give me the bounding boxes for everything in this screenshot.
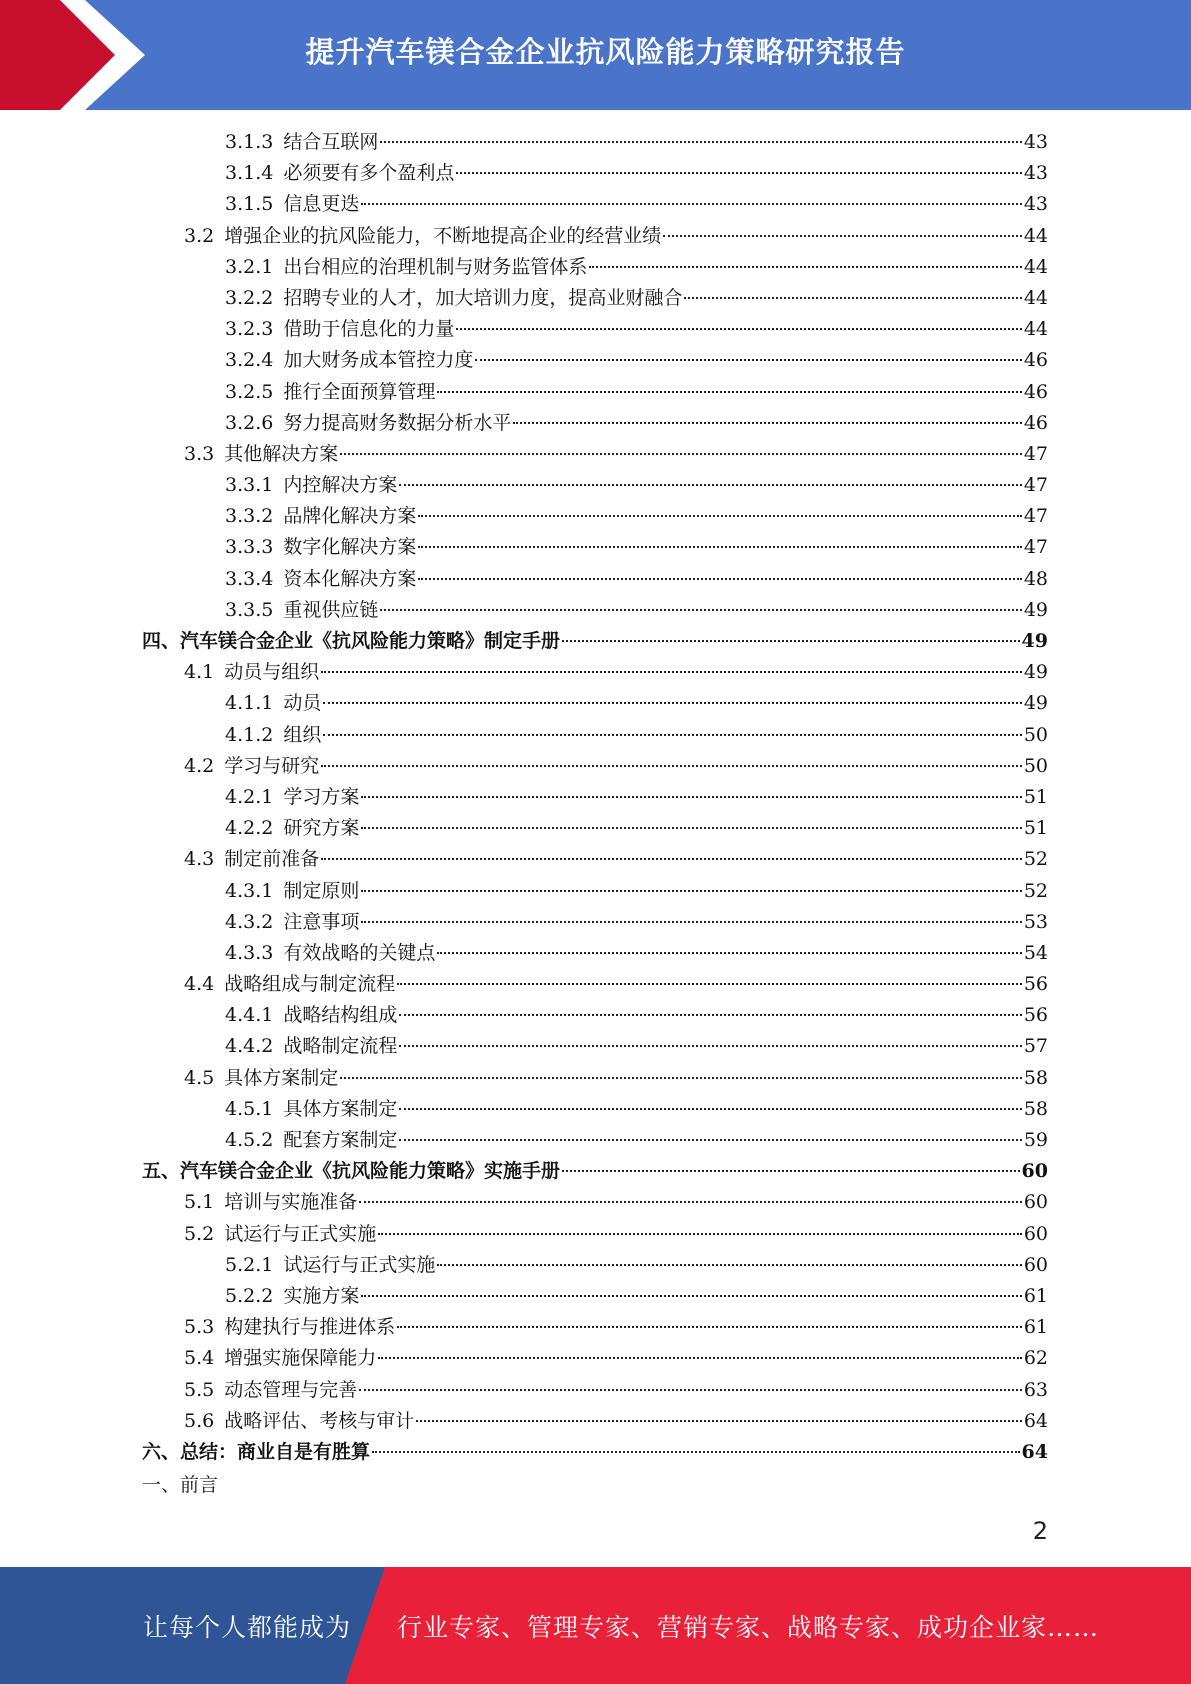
toc-entry-number: 3.3.4 (225, 567, 274, 590)
toc-entry-label: 增强企业的抗风险能力，不断地提高企业的经营业绩 (224, 224, 662, 247)
toc-dot-leader (399, 1107, 1021, 1110)
toc-entry-label: 品牌化解决方案 (283, 505, 417, 528)
toc-entry[interactable] (142, 1219, 1048, 1250)
toc-dot-leader (416, 1419, 1022, 1422)
toc-entry-page: 46 (1023, 349, 1048, 372)
toc-dot-leader (378, 1232, 1022, 1235)
toc-entry-label: 组织 (283, 723, 322, 746)
toc-entry[interactable] (142, 657, 1048, 688)
toc-entry-label: 招聘专业的人才，加大培训力度，提高业财融合 (283, 286, 683, 309)
toc-entry-number: 3.3 (184, 442, 215, 465)
toc-entry-number: 3.2.6 (225, 411, 274, 434)
toc-entry-number: 4.4.2 (225, 1035, 274, 1058)
toc-entry-label: 制定原则 (283, 879, 360, 902)
toc-entry-number: 3.1.3 (225, 131, 274, 153)
toc-entry[interactable] (142, 969, 1048, 1000)
toc-entry-page: 43 (1023, 131, 1048, 153)
toc-entry-number: 3.1.4 (225, 162, 274, 185)
toc-dot-leader (323, 701, 1021, 704)
page-number: 2 (1032, 1517, 1048, 1545)
toc-entry-number: 4.2 (184, 754, 215, 777)
toc-entry[interactable] (142, 377, 1048, 408)
toc-entry-number: 4.3.2 (225, 910, 274, 933)
toc-entry-label: 动员 (283, 692, 322, 715)
toc-entry[interactable] (142, 1156, 1048, 1187)
toc-entry[interactable] (142, 1063, 1048, 1094)
toc-dot-leader (380, 140, 1021, 143)
toc-dot-leader (399, 1044, 1021, 1047)
toc-entry-page: 44 (1023, 286, 1048, 309)
toc-entry[interactable] (142, 844, 1048, 875)
toc-dot-leader (359, 1388, 1022, 1391)
toc-entry-page: 49 (1023, 598, 1048, 621)
toc-entry[interactable] (142, 720, 1048, 751)
toc-entry-number: 5.1 (184, 1191, 215, 1214)
toc-entry[interactable] (142, 1187, 1048, 1218)
toc-entry-label: 战略评估、考核与审计 (224, 1409, 415, 1432)
toc-entry-page: 49 (1023, 692, 1048, 715)
toc-entry-label: 数字化解决方案 (283, 536, 417, 559)
toc-entry-page: 50 (1023, 754, 1048, 777)
toc-entry-label: 加大财务成本管控力度 (283, 349, 474, 372)
toc-entry[interactable] (142, 189, 1048, 220)
toc-entry-number: 3.2 (184, 224, 215, 247)
toc-entry-label: 重视供应链 (283, 598, 379, 621)
toc-entry-page: 52 (1023, 848, 1048, 871)
toc-entry-number: 4.5.2 (225, 1129, 274, 1151)
toc-entry-page: 46 (1023, 411, 1048, 434)
toc-entry-label: 试运行与正式实施 (224, 1222, 377, 1245)
toc-dot-leader (361, 826, 1021, 829)
footer-slogan-right: 行业专家、管理专家、营销专家、战略专家、成功企业家…… (397, 1612, 1100, 1642)
toc-entry-number: 4.1.1 (225, 692, 274, 715)
toc-entry-label: 必须要有多个盈利点 (283, 162, 455, 185)
document-title: 提升汽车镁合金企业抗风险能力策略研究报告 (305, 34, 906, 69)
toc-entry-label: 资本化解决方案 (283, 567, 417, 590)
toc-entry-label: 配套方案制定 (283, 1129, 398, 1151)
toc-entry[interactable] (142, 876, 1048, 907)
toc-entry-label: 战略制定流程 (283, 1035, 398, 1058)
toc-entry[interactable] (142, 1343, 1048, 1374)
toc-entry[interactable] (142, 158, 1048, 189)
toc-entry[interactable] (142, 907, 1048, 938)
toc-dot-leader (361, 795, 1021, 798)
toc-dot-leader (684, 296, 1021, 299)
toc-entry-page: 43 (1023, 162, 1048, 185)
toc-entry-label: 注意事项 (283, 910, 360, 933)
toc-entry-label: 内控解决方案 (283, 474, 398, 497)
toc-entry[interactable] (142, 1281, 1048, 1312)
toc-entry[interactable] (142, 1125, 1048, 1156)
toc-entry-page: 48 (1023, 567, 1048, 590)
toc-entry-page: 47 (1023, 442, 1048, 465)
toc-dot-leader (321, 857, 1022, 860)
toc-entry-number: 3.2.5 (225, 380, 274, 403)
toc-entry-label: 五、汽车镁合金企业《抗风险能力策略》实施手册 (142, 1160, 561, 1183)
toc-entry-number: 3.3.2 (225, 505, 274, 528)
toc-entry-number: 3.3.5 (225, 598, 274, 621)
toc-entry-number: 3.2.1 (225, 255, 274, 278)
toc-entry-number: 5.5 (184, 1378, 215, 1401)
toc-entry-page: 59 (1023, 1129, 1048, 1151)
toc-entry-page: 64 (1023, 1409, 1048, 1432)
toc-entry-number: 5.4 (184, 1347, 215, 1370)
toc-entry[interactable] (142, 408, 1048, 439)
toc-dot-leader (399, 1013, 1021, 1016)
toc-entry-number: 5.3 (184, 1316, 215, 1339)
toc-entry-number: 4.3.3 (225, 941, 274, 964)
header-chevron-decoration (0, 0, 150, 110)
toc-entry[interactable] (142, 1312, 1048, 1343)
toc-dot-leader (359, 1200, 1022, 1203)
toc-dot-leader (418, 577, 1021, 580)
toc-dot-leader (589, 265, 1021, 268)
toc-entry[interactable] (142, 1031, 1048, 1062)
toc-entry[interactable] (142, 1000, 1048, 1031)
toc-entry[interactable] (142, 1437, 1048, 1468)
toc-entry-label: 努力提高财务数据分析水平 (283, 411, 512, 434)
toc-entry-label: 结合互联网 (283, 131, 379, 153)
toc-entry[interactable] (142, 221, 1048, 252)
toc-entry[interactable] (142, 252, 1048, 283)
toc-entry[interactable] (142, 501, 1048, 532)
toc-entry-label: 推行全面预算管理 (283, 380, 436, 403)
toc-entry-page: 56 (1023, 1004, 1048, 1027)
toc-dot-leader (399, 1138, 1021, 1141)
toc-entry-number: 3.3.3 (225, 536, 274, 559)
toc-dot-leader (663, 234, 1022, 237)
toc-dot-leader (437, 390, 1021, 393)
toc-entry-label: 学习方案 (283, 785, 360, 808)
toc-entry-label: 实施方案 (283, 1284, 360, 1307)
section-heading-preface: 一、前言 (142, 1474, 219, 1496)
toc-dot-leader (456, 171, 1021, 174)
toc-entry-label: 构建执行与推进体系 (224, 1316, 396, 1339)
toc-dot-leader (361, 920, 1021, 923)
toc-dot-leader (399, 483, 1021, 486)
toc-entry[interactable] (142, 345, 1048, 376)
page-header (0, 0, 1191, 110)
toc-dot-leader (380, 608, 1021, 611)
toc-entry-label: 其他解决方案 (224, 442, 339, 465)
toc-entry-page: 61 (1023, 1316, 1048, 1339)
toc-entry-number: 4.5.1 (225, 1097, 274, 1120)
toc-entry[interactable] (142, 1406, 1048, 1437)
toc-entry-label: 培训与实施准备 (224, 1191, 358, 1214)
toc-entry-label: 动态管理与完善 (224, 1378, 358, 1401)
toc-entry[interactable] (142, 439, 1048, 470)
toc-entry-page: 47 (1023, 474, 1048, 497)
toc-entry[interactable] (142, 1375, 1048, 1406)
toc-entry-number: 4.4.1 (225, 1004, 274, 1027)
toc-entry-label: 有效战略的关键点 (283, 941, 436, 964)
toc-entry-label: 研究方案 (283, 817, 360, 840)
toc-entry-page: 47 (1023, 505, 1048, 528)
toc-entry-number: 4.1 (184, 661, 215, 684)
toc-dot-leader (397, 1325, 1022, 1328)
toc-dot-leader (562, 1169, 1020, 1172)
toc-entry-label: 试运行与正式实施 (283, 1253, 436, 1276)
toc-entry-number: 4.2.1 (225, 785, 274, 808)
footer-slogan-left: 让每个人都能成为 (143, 1612, 352, 1642)
toc-entry-number: 3.1.5 (225, 193, 274, 216)
toc-entry[interactable] (142, 751, 1048, 782)
toc-dot-leader (437, 1263, 1021, 1266)
toc-dot-leader (361, 889, 1021, 892)
toc-entry-page: 44 (1023, 318, 1048, 341)
toc-entry-label: 借助于信息化的力量 (283, 318, 455, 341)
toc-dot-leader (321, 764, 1022, 767)
toc-entry-page: 60 (1023, 1222, 1048, 1245)
toc-entry-label: 增强实施保障能力 (224, 1347, 377, 1370)
table-of-contents (142, 127, 1048, 1468)
toc-dot-leader (437, 951, 1021, 954)
page-footer (0, 1567, 1191, 1684)
toc-entry-page: 61 (1023, 1284, 1048, 1307)
toc-entry-page: 49 (1023, 661, 1048, 684)
toc-entry-label: 出台相应的治理机制与财务监管体系 (283, 255, 588, 278)
toc-entry-number: 3.2.2 (225, 286, 274, 309)
toc-entry-page: 51 (1023, 785, 1048, 808)
toc-entry-page: 58 (1023, 1097, 1048, 1120)
toc-dot-leader (513, 421, 1021, 424)
toc-entry-label: 六、总结：商业自是有胜算 (142, 1440, 371, 1463)
toc-entry[interactable] (142, 626, 1048, 657)
toc-entry-page: 58 (1023, 1066, 1048, 1089)
toc-entry-label: 信息更迭 (283, 193, 360, 216)
toc-entry[interactable] (142, 813, 1048, 844)
toc-entry-number: 4.3 (184, 848, 215, 871)
toc-entry-page: 52 (1023, 879, 1048, 902)
toc-entry-page: 51 (1023, 817, 1048, 840)
toc-dot-leader (397, 982, 1022, 985)
toc-dot-leader (321, 670, 1022, 673)
toc-entry-page: 44 (1023, 255, 1048, 278)
toc-entry[interactable] (142, 938, 1048, 969)
toc-dot-leader (418, 545, 1021, 548)
toc-entry-number: 3.2.3 (225, 318, 274, 341)
toc-entry-label: 四、汽车镁合金企业《抗风险能力策略》制定手册 (142, 630, 561, 652)
toc-entry[interactable] (142, 1094, 1048, 1125)
toc-entry[interactable] (142, 564, 1048, 595)
toc-entry[interactable] (142, 532, 1048, 563)
toc-entry-number: 3.2.4 (225, 349, 274, 372)
toc-entry-label: 具体方案制定 (283, 1097, 398, 1120)
toc-entry-page: 50 (1023, 723, 1048, 746)
toc-entry-label: 制定前准备 (224, 848, 320, 871)
toc-dot-leader (361, 202, 1021, 205)
toc-entry[interactable] (142, 314, 1048, 345)
toc-entry[interactable] (142, 1250, 1048, 1281)
toc-entry-page: 60 (1023, 1191, 1048, 1214)
toc-dot-leader (456, 327, 1021, 330)
toc-entry-number: 4.2.2 (225, 817, 274, 840)
toc-entry-number: 4.4 (184, 973, 215, 996)
toc-entry-number: 3.3.1 (225, 474, 274, 497)
toc-entry-page: 57 (1023, 1035, 1048, 1058)
toc-entry-page: 64 (1021, 1440, 1048, 1463)
toc-entry[interactable] (142, 470, 1048, 501)
toc-entry-number: 4.1.2 (225, 723, 274, 746)
toc-entry-label: 战略结构组成 (283, 1004, 398, 1027)
toc-entry-number: 5.2 (184, 1222, 215, 1245)
toc-entry[interactable] (142, 595, 1048, 626)
toc-entry[interactable] (142, 283, 1048, 314)
toc-entry-number: 4.5 (184, 1066, 215, 1089)
toc-entry-page: 46 (1023, 380, 1048, 403)
toc-entry-label: 战略组成与制定流程 (224, 973, 396, 996)
toc-entry-number: 4.3.1 (225, 879, 274, 902)
toc-entry-page: 49 (1021, 630, 1048, 652)
toc-dot-leader (340, 1076, 1022, 1079)
toc-dot-leader (372, 1450, 1020, 1453)
toc-entry-page: 43 (1023, 193, 1048, 216)
toc-dot-leader (340, 452, 1022, 455)
toc-entry-number: 5.6 (184, 1409, 215, 1432)
toc-entry-label: 具体方案制定 (224, 1066, 339, 1089)
toc-entry-page: 44 (1023, 224, 1048, 247)
toc-entry[interactable] (142, 127, 1048, 158)
toc-dot-leader (475, 358, 1021, 361)
toc-entry-page: 60 (1023, 1253, 1048, 1276)
toc-entry-page: 62 (1023, 1347, 1048, 1370)
toc-dot-leader (361, 1294, 1021, 1297)
toc-entry-page: 54 (1023, 941, 1048, 964)
toc-dot-leader (378, 1356, 1022, 1359)
toc-entry-page: 53 (1023, 910, 1048, 933)
toc-entry[interactable] (142, 688, 1048, 719)
toc-entry-number: 5.2.2 (225, 1284, 274, 1307)
toc-entry[interactable] (142, 782, 1048, 813)
toc-dot-leader (418, 514, 1021, 517)
toc-entry-label: 动员与组织 (224, 661, 320, 684)
toc-entry-label: 学习与研究 (224, 754, 320, 777)
toc-entry-page: 56 (1023, 973, 1048, 996)
toc-entry-number: 5.2.1 (225, 1253, 274, 1276)
toc-dot-leader (562, 639, 1020, 642)
toc-entry-page: 60 (1021, 1160, 1048, 1183)
toc-entry-page: 63 (1023, 1378, 1048, 1401)
toc-dot-leader (323, 733, 1021, 736)
toc-entry-page: 47 (1023, 536, 1048, 559)
